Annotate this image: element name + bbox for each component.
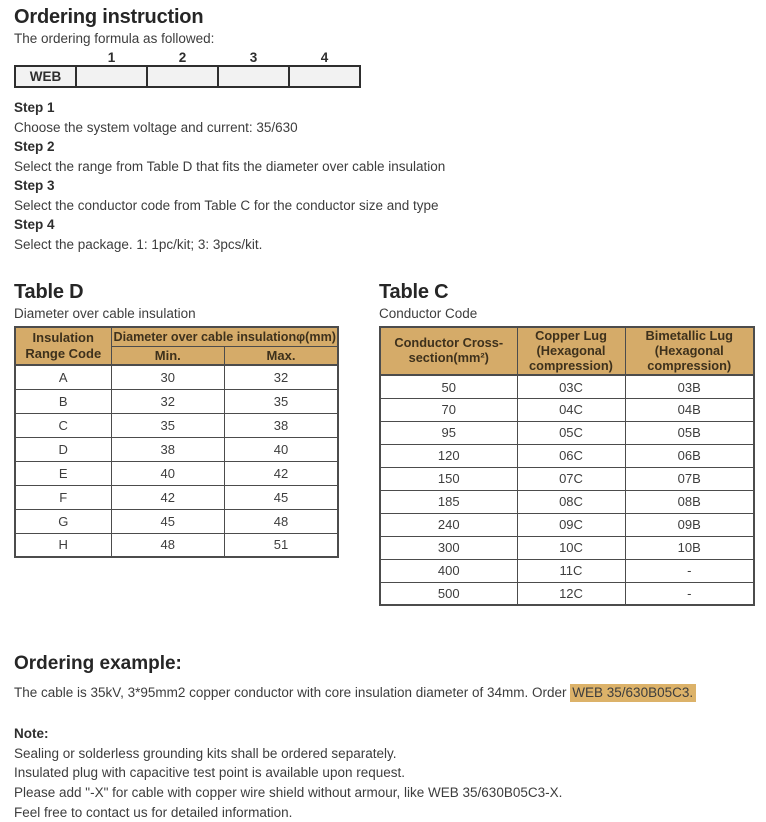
formula-position-4: 4 — [320, 50, 329, 65]
note-line-4: Feel free to contact us for detailed information. — [14, 804, 293, 820]
step-block — [14, 176, 755, 215]
formula-blank-cell-1 — [76, 66, 147, 87]
table-cell: 03C — [517, 375, 625, 398]
table-cell: C — [15, 413, 111, 437]
table-row — [380, 513, 754, 536]
table-cell: 32 — [111, 389, 225, 413]
table-cell: - — [625, 559, 754, 582]
table-row — [15, 413, 338, 437]
table-cell: 185 — [380, 490, 517, 513]
table-c-header-bimetallic-lug: Bimetallic Lug (Hexagonal compression) — [625, 327, 754, 375]
table-cell: 32 — [225, 365, 339, 389]
table-cell: B — [15, 389, 111, 413]
table-row — [380, 490, 754, 513]
table-cell: 06C — [517, 444, 625, 467]
table-cell: 51 — [225, 533, 339, 557]
formula-position-2: 2 — [178, 50, 187, 65]
table-row — [380, 582, 754, 605]
step-1-label: Step 1 — [14, 100, 55, 115]
table-cell: F — [15, 485, 111, 509]
formula-table — [14, 50, 755, 88]
step-4-label: Step 4 — [14, 217, 55, 232]
table-cell: 11C — [517, 559, 625, 582]
table-cell: 07B — [625, 467, 754, 490]
table-d-block — [14, 280, 339, 558]
formula-blank-cell-4 — [289, 66, 360, 87]
table-cell: 35 — [111, 413, 225, 437]
table-row — [380, 375, 754, 398]
note-label: Note: — [14, 726, 49, 742]
table-row — [380, 559, 754, 582]
table-d-header-span: Diameter over cable insulationφ(mm) — [111, 327, 338, 346]
table-d-header-range-code: Insulation Range Code — [15, 327, 111, 365]
table-c-header-copper-lug: Copper Lug (Hexagonal compression) — [517, 327, 625, 375]
table-cell: H — [15, 533, 111, 557]
table-cell: 120 — [380, 444, 517, 467]
table-d-subtitle: Diameter over cable insulation — [14, 306, 196, 321]
table-row — [380, 444, 754, 467]
table-cell: 08B — [625, 490, 754, 513]
formula-intro: The ordering formula as followed: — [14, 31, 215, 46]
table-cell: 95 — [380, 421, 517, 444]
table-d-title: Table D — [14, 281, 84, 303]
table-row — [15, 485, 338, 509]
table-row — [15, 437, 338, 461]
steps-section — [14, 98, 755, 254]
table-cell: 400 — [380, 559, 517, 582]
table-d-header-max: Max. — [225, 346, 339, 365]
table-cell: 05C — [517, 421, 625, 444]
table-c — [379, 326, 755, 606]
note-section — [14, 724, 755, 822]
table-cell: 05B — [625, 421, 754, 444]
table-row — [380, 467, 754, 490]
table-row — [15, 509, 338, 533]
formula-position-3: 3 — [249, 50, 258, 65]
table-d-header-min: Min. — [111, 346, 225, 365]
table-cell: 42 — [111, 485, 225, 509]
table-cell: 10C — [517, 536, 625, 559]
ordering-example-text — [14, 685, 755, 701]
table-cell: 300 — [380, 536, 517, 559]
table-cell: 30 — [111, 365, 225, 389]
table-row — [15, 533, 338, 557]
step-block — [14, 137, 755, 176]
table-cell: D — [15, 437, 111, 461]
table-cell: 48 — [111, 533, 225, 557]
page-title: Ordering instruction — [14, 6, 204, 28]
table-cell: 45 — [111, 509, 225, 533]
table-row — [15, 461, 338, 485]
note-line-1: Sealing or solderless grounding kits shall be ordered separately. — [14, 745, 397, 761]
table-cell: 500 — [380, 582, 517, 605]
table-cell: 40 — [111, 461, 225, 485]
table-c-block — [379, 280, 753, 606]
table-cell: 42 — [225, 461, 339, 485]
table-cell: 08C — [517, 490, 625, 513]
step-2-label: Step 2 — [14, 139, 55, 154]
note-line-2: Insulated plug with capacitive test point is available upon request. — [14, 765, 405, 781]
formula-position-1: 1 — [107, 50, 116, 65]
table-cell: - — [625, 582, 754, 605]
table-cell: 03B — [625, 375, 754, 398]
table-row — [380, 398, 754, 421]
formula-prefix-cell: WEB — [15, 66, 76, 87]
table-cell: 12C — [517, 582, 625, 605]
step-3-label: Step 3 — [14, 178, 55, 193]
ordering-example-body: The cable is 35kV, 3*95mm2 copper conductor with core insulation diameter of 34mm. Order — [14, 685, 571, 701]
ordering-example-title: Ordering example: — [14, 653, 182, 675]
table-row — [380, 421, 754, 444]
step-4-text: Select the package. 1: 1pc/kit; 3: 3pcs/kit. — [14, 236, 263, 252]
table-cell: G — [15, 509, 111, 533]
table-cell: 06B — [625, 444, 754, 467]
order-code-highlight: WEB 35/630B05C3. — [570, 684, 696, 702]
table-c-subtitle: Conductor Code — [379, 306, 478, 321]
table-cell: 50 — [380, 375, 517, 398]
table-cell: 240 — [380, 513, 517, 536]
table-c-title: Table C — [379, 281, 449, 303]
step-block — [14, 215, 755, 254]
table-cell: 38 — [225, 413, 339, 437]
step-2-text: Select the range from Table D that fits the diameter over cable insulation — [14, 158, 446, 174]
formula-position-spacer — [14, 50, 76, 65]
step-3-text: Select the conductor code from Table C for the conductor size and type — [14, 197, 439, 213]
step-block — [14, 98, 755, 137]
note-line-3: Please add "-X" for cable with copper wire shield without armour, like WEB 35/630B05C3-X. — [14, 785, 563, 801]
table-cell: 70 — [380, 398, 517, 421]
table-row — [380, 536, 754, 559]
table-cell: 09C — [517, 513, 625, 536]
table-cell: 07C — [517, 467, 625, 490]
table-cell: 48 — [225, 509, 339, 533]
formula-blank-cell-3 — [218, 66, 289, 87]
ordering-example-section — [14, 652, 755, 701]
table-cell: 10B — [625, 536, 754, 559]
table-cell: 09B — [625, 513, 754, 536]
formula-position-row — [14, 50, 755, 65]
step-1-text: Choose the system voltage and current: 35/630 — [14, 119, 298, 135]
table-row — [15, 389, 338, 413]
table-cell: 35 — [225, 389, 339, 413]
formula-blank-cell-2 — [147, 66, 218, 87]
table-cell: E — [15, 461, 111, 485]
table-cell: A — [15, 365, 111, 389]
table-cell: 150 — [380, 467, 517, 490]
table-cell: 04B — [625, 398, 754, 421]
table-cell: 04C — [517, 398, 625, 421]
table-cell: 38 — [111, 437, 225, 461]
tables-section — [14, 280, 755, 606]
table-cell: 40 — [225, 437, 339, 461]
formula-cells — [14, 65, 361, 88]
table-c-header-cross-section: Conductor Cross-section(mm²) — [380, 327, 517, 375]
table-d — [14, 326, 339, 558]
table-row — [15, 365, 338, 389]
table-cell: 45 — [225, 485, 339, 509]
